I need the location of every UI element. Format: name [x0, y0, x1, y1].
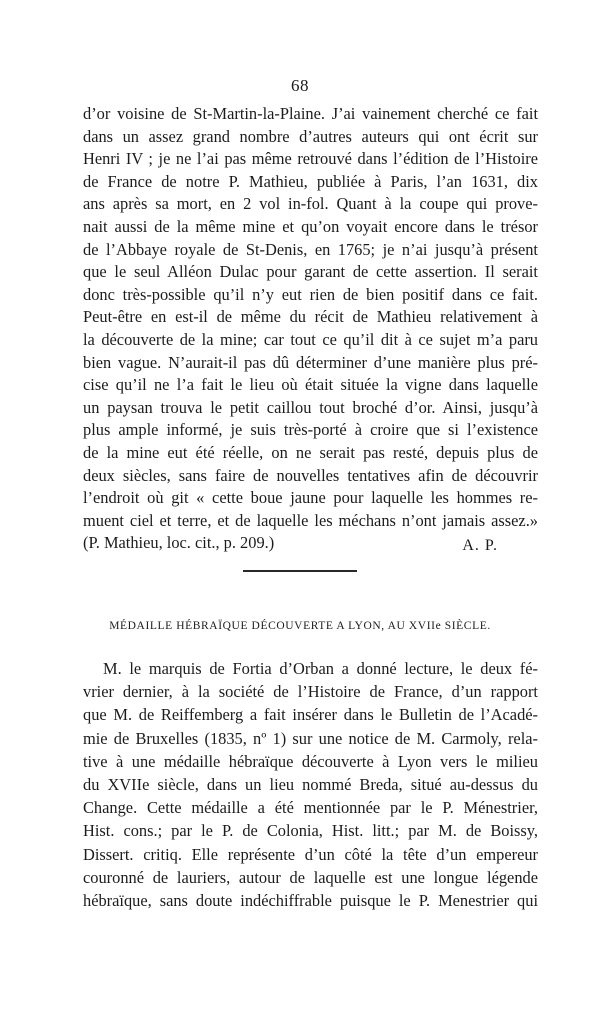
text-line: de France de notre P. Mathieu, publiée à Paris, l’an 1631, dix: [83, 171, 538, 191]
page-number: 68: [291, 76, 309, 95]
text-line: Peut-être en est-il de même du récit de Mathieu relativement à: [83, 307, 538, 327]
text-line: donc très-possible qu’il n’y eut rien de bien positif dans ce fait.: [83, 284, 538, 304]
text-line: que M. de Reiffemberg a fait insérer dans le Bulletin de l’Acadé-: [83, 705, 538, 725]
text-line: hébraïque, sans doute indéchiffrable puisque le P. Menestrier qui: [83, 890, 538, 910]
text-line: la découverte de la mine; car tout ce qu’il dit à ce sujet m’a paru: [83, 329, 538, 349]
text-line: plus ample informé, je suis très-porté à croire que si l’existence: [83, 420, 538, 440]
text-line: d’or voisine de St-Martin-la-Plaine. J’ai vainement cherché ce fait: [83, 104, 538, 123]
paragraph-1: [83, 103, 538, 555]
text-line: Change. Cette médaille a été mentionnée par le P. Ménestrier,: [83, 798, 538, 818]
paragraph-2: [83, 657, 538, 912]
author-signature: A. P.: [462, 537, 498, 554]
text-line: cise qu’il ne l’a fait le lieu où était située la vigne dans laquelle: [83, 375, 538, 395]
text-line: bien vague. N’aurait-il pas dû déterminer d’une manière plus pré-: [83, 352, 538, 372]
text-line: Dissert. critiq. Elle représente d’un côté la tête d’un empereur: [83, 844, 538, 864]
text-line: l’endroit où git « cette boue jaune pour laquelle les hommes re-: [83, 488, 538, 508]
text-line: Henri IV ; je ne l’ai pas même retrouvé dans l’édition de l’Histoire: [83, 149, 538, 169]
text-line: mie de Bruxelles (1835, nº 1) sur une notice de M. Carmoly, rela-: [83, 728, 538, 748]
text-line: du XVIIe siècle, dans un lieu nommé Breda, situé au-dessus du: [83, 774, 538, 794]
text-line: vrier dernier, à la société de l’Histoire de France, d’un rapport: [83, 682, 538, 702]
text-line: deux siècles, sans faire de nouvelles tentatives afin de découvrir: [83, 465, 538, 485]
text-line: tive à une médaille hébraïque découverte à Lyon vers le milieu: [83, 751, 538, 771]
text-line: un paysan trouva le petit caillou tout broché d’or. Ainsi, jusqu’à: [83, 397, 538, 417]
section-divider: [243, 570, 357, 572]
text-line: nait aussi de la même mine et qu’on voyait encore dans le trésor: [83, 216, 538, 236]
text-line: de la mine eut été réelle, on ne serait pas resté, depuis plus de: [83, 442, 538, 462]
text-line: couronné de lauriers, autour de laquelle est une longue légende: [83, 867, 538, 887]
text-line: (P. Mathieu, loc. cit., p. 209.): [83, 533, 275, 553]
text-line: de l’Abbaye royale de St-Denis, en 1765; je n’ai jusqu’à présent: [83, 239, 538, 259]
text-line: M. le marquis de Fortia d’Orban a donné lecture, le deux fé-: [103, 659, 538, 678]
text-line: dans un assez grand nombre d’autres auteurs qui ont écrit sur: [83, 126, 538, 146]
text-line: Hist. cons.; par le P. de Colonia, Hist. litt.; par M. de Boissy,: [83, 821, 538, 841]
text-line: ans après sa mort, en 2 vol in-fol. Quant à la coupe qui prove-: [83, 194, 538, 214]
text-line: muent ciel et terre, et de laquelle les méchans n’ont jamais assez.»: [83, 510, 538, 530]
text-line: que le seul Alléon Dulac pour garant de cette assertion. Il serait: [83, 262, 538, 282]
section-heading: MÉDAILLE HÉBRAÏQUE DÉCOUVERTE A LYON, AU XVIIe SIÈCLE.: [109, 620, 491, 632]
